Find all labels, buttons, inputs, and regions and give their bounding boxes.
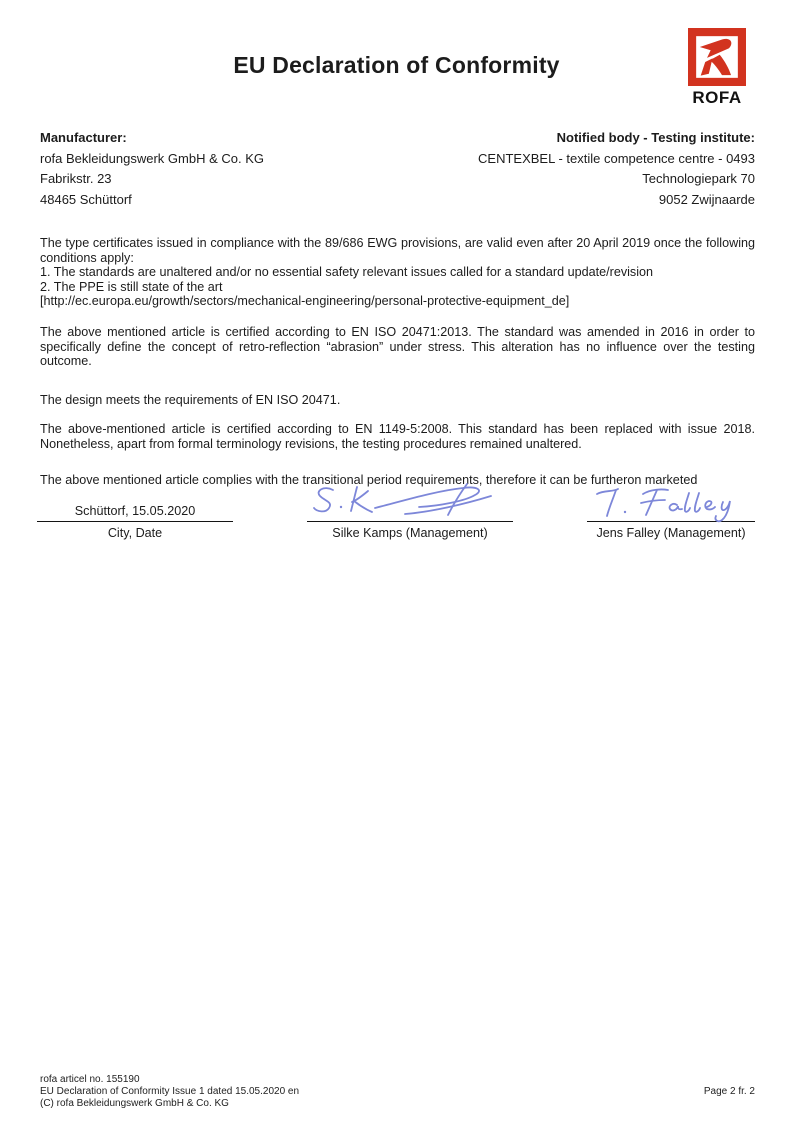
- manufacturer-label: Manufacturer:: [40, 130, 127, 145]
- notified-body-label: Notified body - Testing institute:: [556, 130, 755, 145]
- manufacturer-name: rofa Bekleidungswerk GmbH & Co. KG: [40, 150, 264, 166]
- city-date-column: [37, 482, 233, 540]
- paragraph-en-1149: The above-mentioned article is certified according to EN 1149-5:2008. This standard has been replaced with issue 2018. Nonetheless, apart from formal terminology revisions, the testing procedures remained unaltered.: [40, 422, 755, 451]
- paragraph-en-iso-20471: The above mentioned article is certified according to EN ISO 20471:2013. The standard was amended in 2016 in order to specifically define the concept of retro-reflection “abrasion” under stress. This alteration has no influence over the testing outcome.: [40, 324, 755, 369]
- footer-copyright: (C) rofa Bekleidungswerk GmbH & Co. KG: [40, 1097, 229, 1109]
- rofa-wordmark: ROFA: [692, 88, 742, 107]
- signature-column-jens-falley: [587, 482, 755, 540]
- notified-body-street: Technologiepark 70: [642, 171, 755, 187]
- reference-url: [http://ec.europa.eu/growth/sectors/mechanical-engineering/personal-protective-equipment_de]: [40, 294, 570, 309]
- paragraph-transitional-period: The above mentioned article complies with the transitional period requirements, therefore it can be furtheron marketed: [40, 472, 698, 487]
- condition-1: 1. The standards are unaltered and/or no essential safety relevant issues called for a standard update/revision: [40, 265, 654, 280]
- manufacturer-street: Fabrikstr. 23: [40, 171, 112, 187]
- city-date-caption: City, Date: [107, 526, 163, 540]
- footer-block: [40, 1074, 299, 1110]
- signature-jens-falley-icon: [587, 480, 755, 524]
- manufacturer-city: 48465 Schüttorf: [40, 191, 132, 207]
- page-number: Page 2 fr. 2: [703, 1086, 755, 1097]
- declaration-body: [40, 236, 755, 487]
- signature-column-silke-kamps: [307, 482, 513, 540]
- city-date-line: [37, 482, 233, 522]
- city-date-value: Schüttorf, 15.05.2020: [74, 504, 196, 518]
- signature-caption-jens-falley: Jens Falley (Management): [596, 526, 746, 540]
- notified-body-block: [478, 128, 755, 210]
- paragraph-validity-intro: The type certificates issued in compliance with the 89/686 EWG provisions, are valid even after 20 April 2019 once the following conditions apply:: [40, 236, 755, 265]
- notified-body-name: CENTEXBEL - textile competence centre - 0493: [478, 150, 755, 166]
- footer-issue-line: EU Declaration of Conformity Issue 1 dated 15.05.2020 en: [40, 1085, 300, 1097]
- footer-article-no: rofa articel no. 155190: [40, 1074, 140, 1085]
- signature-section: [37, 482, 755, 540]
- signature-line-jens-falley: [587, 482, 755, 522]
- signature-line-silke-kamps: [307, 482, 513, 522]
- rofa-mark-icon: [688, 28, 746, 86]
- signature-silke-kamps-icon: [307, 478, 513, 524]
- notified-body-city: 9052 Zwijnaarde: [658, 191, 755, 207]
- condition-2: 2. The PPE is still state of the art: [40, 279, 223, 294]
- signature-caption-silke-kamps: Silke Kamps (Management): [332, 526, 488, 540]
- rofa-logo: [685, 28, 749, 108]
- page-title: EU Declaration of Conformity: [233, 52, 560, 78]
- manufacturer-block: [40, 128, 264, 210]
- paragraph-design-requirements: The design meets the requirements of EN ISO 20471.: [40, 392, 341, 407]
- parties-section: [40, 128, 755, 210]
